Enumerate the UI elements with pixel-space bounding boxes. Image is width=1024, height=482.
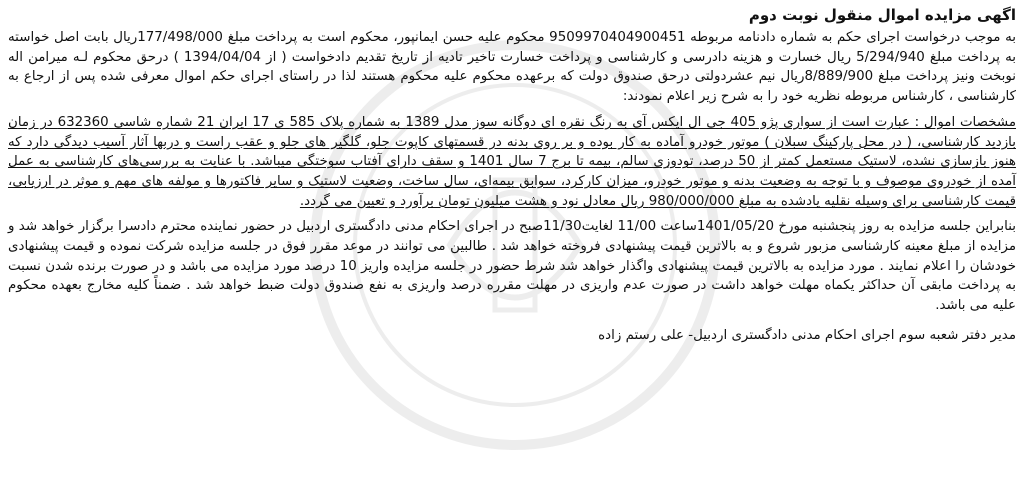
notice-title: اگهی مزایده اموال منقول نوبت دوم (748, 6, 1016, 24)
property-spec-paragraph: مشخصات اموال : عبارت است از سواری پژو 405 جی ال ایکس آی به رنگ نقره ای دوگانه سوز مدل 1389 به شماره پلاک 585 ی 17 ایران 21 شماره شاسی 632360 در زمان بازدید کارشناسی، ( در محل پارکینگ سبلان ) موتور خودرو آماده به کار بوده و بر روی بدنه در قسمتهای کاپوت جلو، گلگیر های جلو و عقب راست و دربها آثار آسیب دیدگی دارد که هنوز بازسازی نشده، لاستیک مستعمل کمتر از 50 درصد، تودوزی سالم، بیمه تا برج 7 سال 1401 و سقف دارای آفتاب سوختگی میباشد. با عنایت به بررسی‌های کارشناسی به عمل آمده از خودروی موصوف و با توجه به وضعیت بدنه و موتور خودرو، میزان کارکرد، سوابق بیمه‌ای، سال ساخت، وضعیت لاستیک و سایر فاکتورها و مولفه های مهم و موثر در ارزیابی، قیمت کارشناسی برای وسیله نقلیه یادشده به مبلغ 980/000/000 ریال معادل نود و هشت میلیون تومان برآورد و تعیین می گردد. (8, 114, 1017, 209)
signature-line: مدیر دفتر شعبه سوم اجرای احکام مدنی دادگستری اردبیل- علی رستم زاده (598, 327, 1016, 343)
intro-paragraph: به موجب درخواست اجرای حکم به شماره دادنامه مربوطه 9509970404900451 محکوم علیه حسن ایمانپور، محکوم است به پرداخت مبلغ 177/498/000ریال بابت اصل خواسته به پرداخت مبلغ 5/294/940 ریال خسارت و هزینه دادرسی و کارشناسی و پرداخت خسارت تاخیر تادیه از تاریخ تقدیم دادخواست ( از 1394/04/04 ) درحق محکوم لـه میرامن اله نوبخت ونیز پرداخت مبلغ 8/889/900ریال نیم عشردولتی درحق صندوق دولت که برعهده محکوم علیه محکوم هستند لذا در راستای اجرای حکم اموال معرفی شده پس از ارجاع به کارشناسی ، کارشناس مربوطه نظریه خود را به شرح زیر اعلام نمودند: (8, 30, 1016, 105)
auction-details-paragraph: بنابراین جلسه مزایده به روز پنجشنبه مورخ 1401/05/20ساعت 11/00 لغایت11/30صبح در اجرای احکام مدنی دادگستری اردبیل در حضور نماینده محترم دادسرا برگزار خواهد شد و مزایده از مبلغ معینه کارشناسی مزبور شروع و به بالاترین قیمت پیشنهادی فروخته خواهد شد . طالبین می توانند در موعد مقرر فوق در جلسه مزایده شرکت نموده و قیمت پیشنهادی خودشان را اعلام نمایند . مورد مزایده به بالاترین قیمت پیشنهادی واگذار خواهد شد شرط حضور در جلسه مزایده واریز 10 درصد مورد مزایده می باشد و در صورت برنده شدن نسبت به پرداخت مابقی آن حداکثر یکماه مهلت خواهد داشت در صورت عدم واریزی در مهلت مقرره درصد واریزی به نفع صندوق دولت ضبط خواهد شد . ضمناً کلیه مخارج بعهده محکوم علیه می باشد. (8, 219, 1017, 314)
